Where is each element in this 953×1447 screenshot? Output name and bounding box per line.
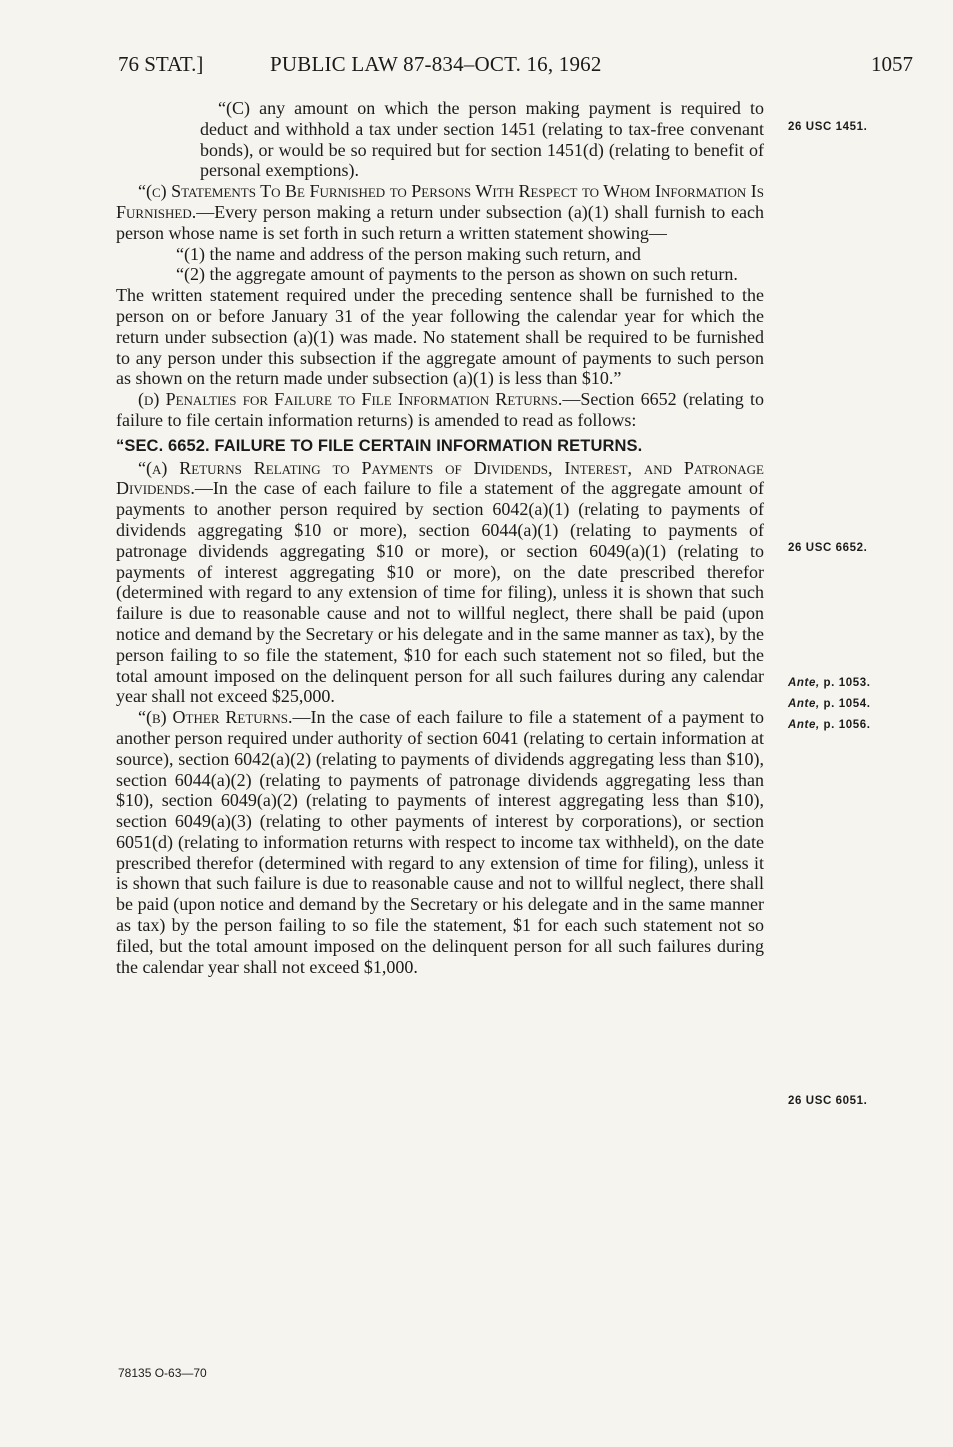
print-code: 78135 O-63—70 — [118, 1366, 207, 1380]
item-2-aggregate-amount: “(2) the aggregate amount of payments to the person as shown on such return. — [176, 264, 738, 285]
subsection-b-heading: “(b) Other Returns. — [138, 707, 293, 728]
ante-label: Ante, — [788, 677, 820, 689]
ante-label: Ante, — [788, 698, 820, 710]
ante-page: p. 1054. — [823, 698, 871, 710]
margin-note-26-usc-6652: 26 USC 6652. — [788, 542, 868, 554]
margin-note-26-usc-1451: 26 USC 1451. — [788, 121, 868, 133]
written-statement-paragraph: The written statement required under the preceding sentence shall be furnished to the person on or before January 31 of the year following the calendar year for which the return under subsection (a)(1) was made. No statement shall be required to be furnished to any person under this subsection if the aggregate amount of payments to such person as shown on the return made under subsection (a)(1) is less than $10.” — [116, 285, 764, 389]
subsection-c-text: —Every person making a return under subsection (a)(1) shall furnish to each person whose name is set forth in such return a written statement showing— — [116, 201, 764, 243]
ante-page: p. 1053. — [823, 677, 871, 689]
item-1-name-address: “(1) the name and address of the person making such return, and — [176, 243, 641, 264]
subsection-a-returns — [116, 458, 764, 708]
volume-reference: 76 STAT.] — [118, 52, 204, 76]
margin-note-ante-1053 — [788, 677, 871, 689]
margin-note-26-usc-6051: 26 USC 6051. — [788, 1095, 868, 1107]
statute-text — [116, 98, 764, 977]
subsection-d-heading: (d) Penalties for Failure to File Information Returns. — [138, 389, 563, 410]
margin-note-ante-1056 — [788, 719, 871, 731]
subsection-a-text: —In the case of each failure to file a statement of the aggregate amount of payments to another person required by section 6042(a)(1) (relating to payments of dividends aggregating $10 or more), section 6044(a)(1) (relating to payments of patronage dividends aggregating $10 or more), or section 6049(a)(1) (relating to payments of interest aggregating $10 or more), on the date prescribed therefor (determined with regard to any extension of time for filing), unless it is shown that such failure is due to reasonable cause and not to willful neglect, there shall be paid (upon notice and demand by the Secretary or his delegate and in the same manner as tax), by the person failing to so file the statement, $10 for each such statement not so filed, but the total amount imposed on the delinquent person for all such failures during any calendar year shall not exceed $25,000. — [116, 478, 764, 707]
ante-label: Ante, — [788, 719, 820, 731]
subsection-c-heading: “(c) Statements To Be Furnished to Persons With Respect to Whom Information Is Furnished. — [116, 181, 764, 222]
subsection-b-text: —In the case of each failure to file a statement of a payment to another person required under authority of section 6041 (relating to certain information at source), section 6042(a)(2) (relating to payments of dividends aggregating less than $10), section 6044(a)(2) (relating to payments of patronage dividends aggregating less than $10), section 6049(a)(2) (relating to payments of interest aggregating less than $10), section 6049(a)(3) (relating to other payments of interest by corporations), or section 6051(d) (relating to information returns with respect to income tax withheld), on the date prescribed therefor (determined with regard to any extension of time for filing), unless it is shown that such failure is due to reasonable cause and not to willful neglect, there shall be paid (upon notice and demand by the Secretary or his delegate and in the same manner as tax) by the person failing to so file the statement, $1 for each such statement not so filed, but the total amount imposed on the delinquent person for all such failures during the calendar year shall not exceed $1,000. — [116, 707, 765, 977]
ante-page: p. 1056. — [823, 719, 871, 731]
subsection-c-statements — [116, 181, 764, 243]
page-title: PUBLIC LAW 87-834–OCT. 16, 1962 — [270, 52, 602, 76]
page-number: 1057 — [871, 52, 913, 76]
margin-note-ante-1054 — [788, 698, 871, 710]
section-6652-heading: “SEC. 6652. FAILURE TO FILE CERTAIN INFORMATION RETURNS. — [116, 436, 643, 455]
subsection-d-text: —Section 6652 (relating to failure to file certain information returns) is amended to read as follows: — [116, 389, 765, 430]
paragraph-c-amount: “(C) any amount on which the person making payment is required to deduct and withhold a tax under section 1451 (relating to tax-free convenant bonds), or would be so required but for section 1451(d) (relating to benefit of personal exemptions). — [200, 98, 764, 181]
subsection-b-other-returns — [116, 707, 764, 977]
page-header — [118, 52, 913, 82]
subsection-a-heading: “(a) Returns Relating to Payments of Dividends, Interest, and Patronage Dividends. — [116, 457, 764, 499]
subsection-d-penalties — [116, 389, 764, 431]
